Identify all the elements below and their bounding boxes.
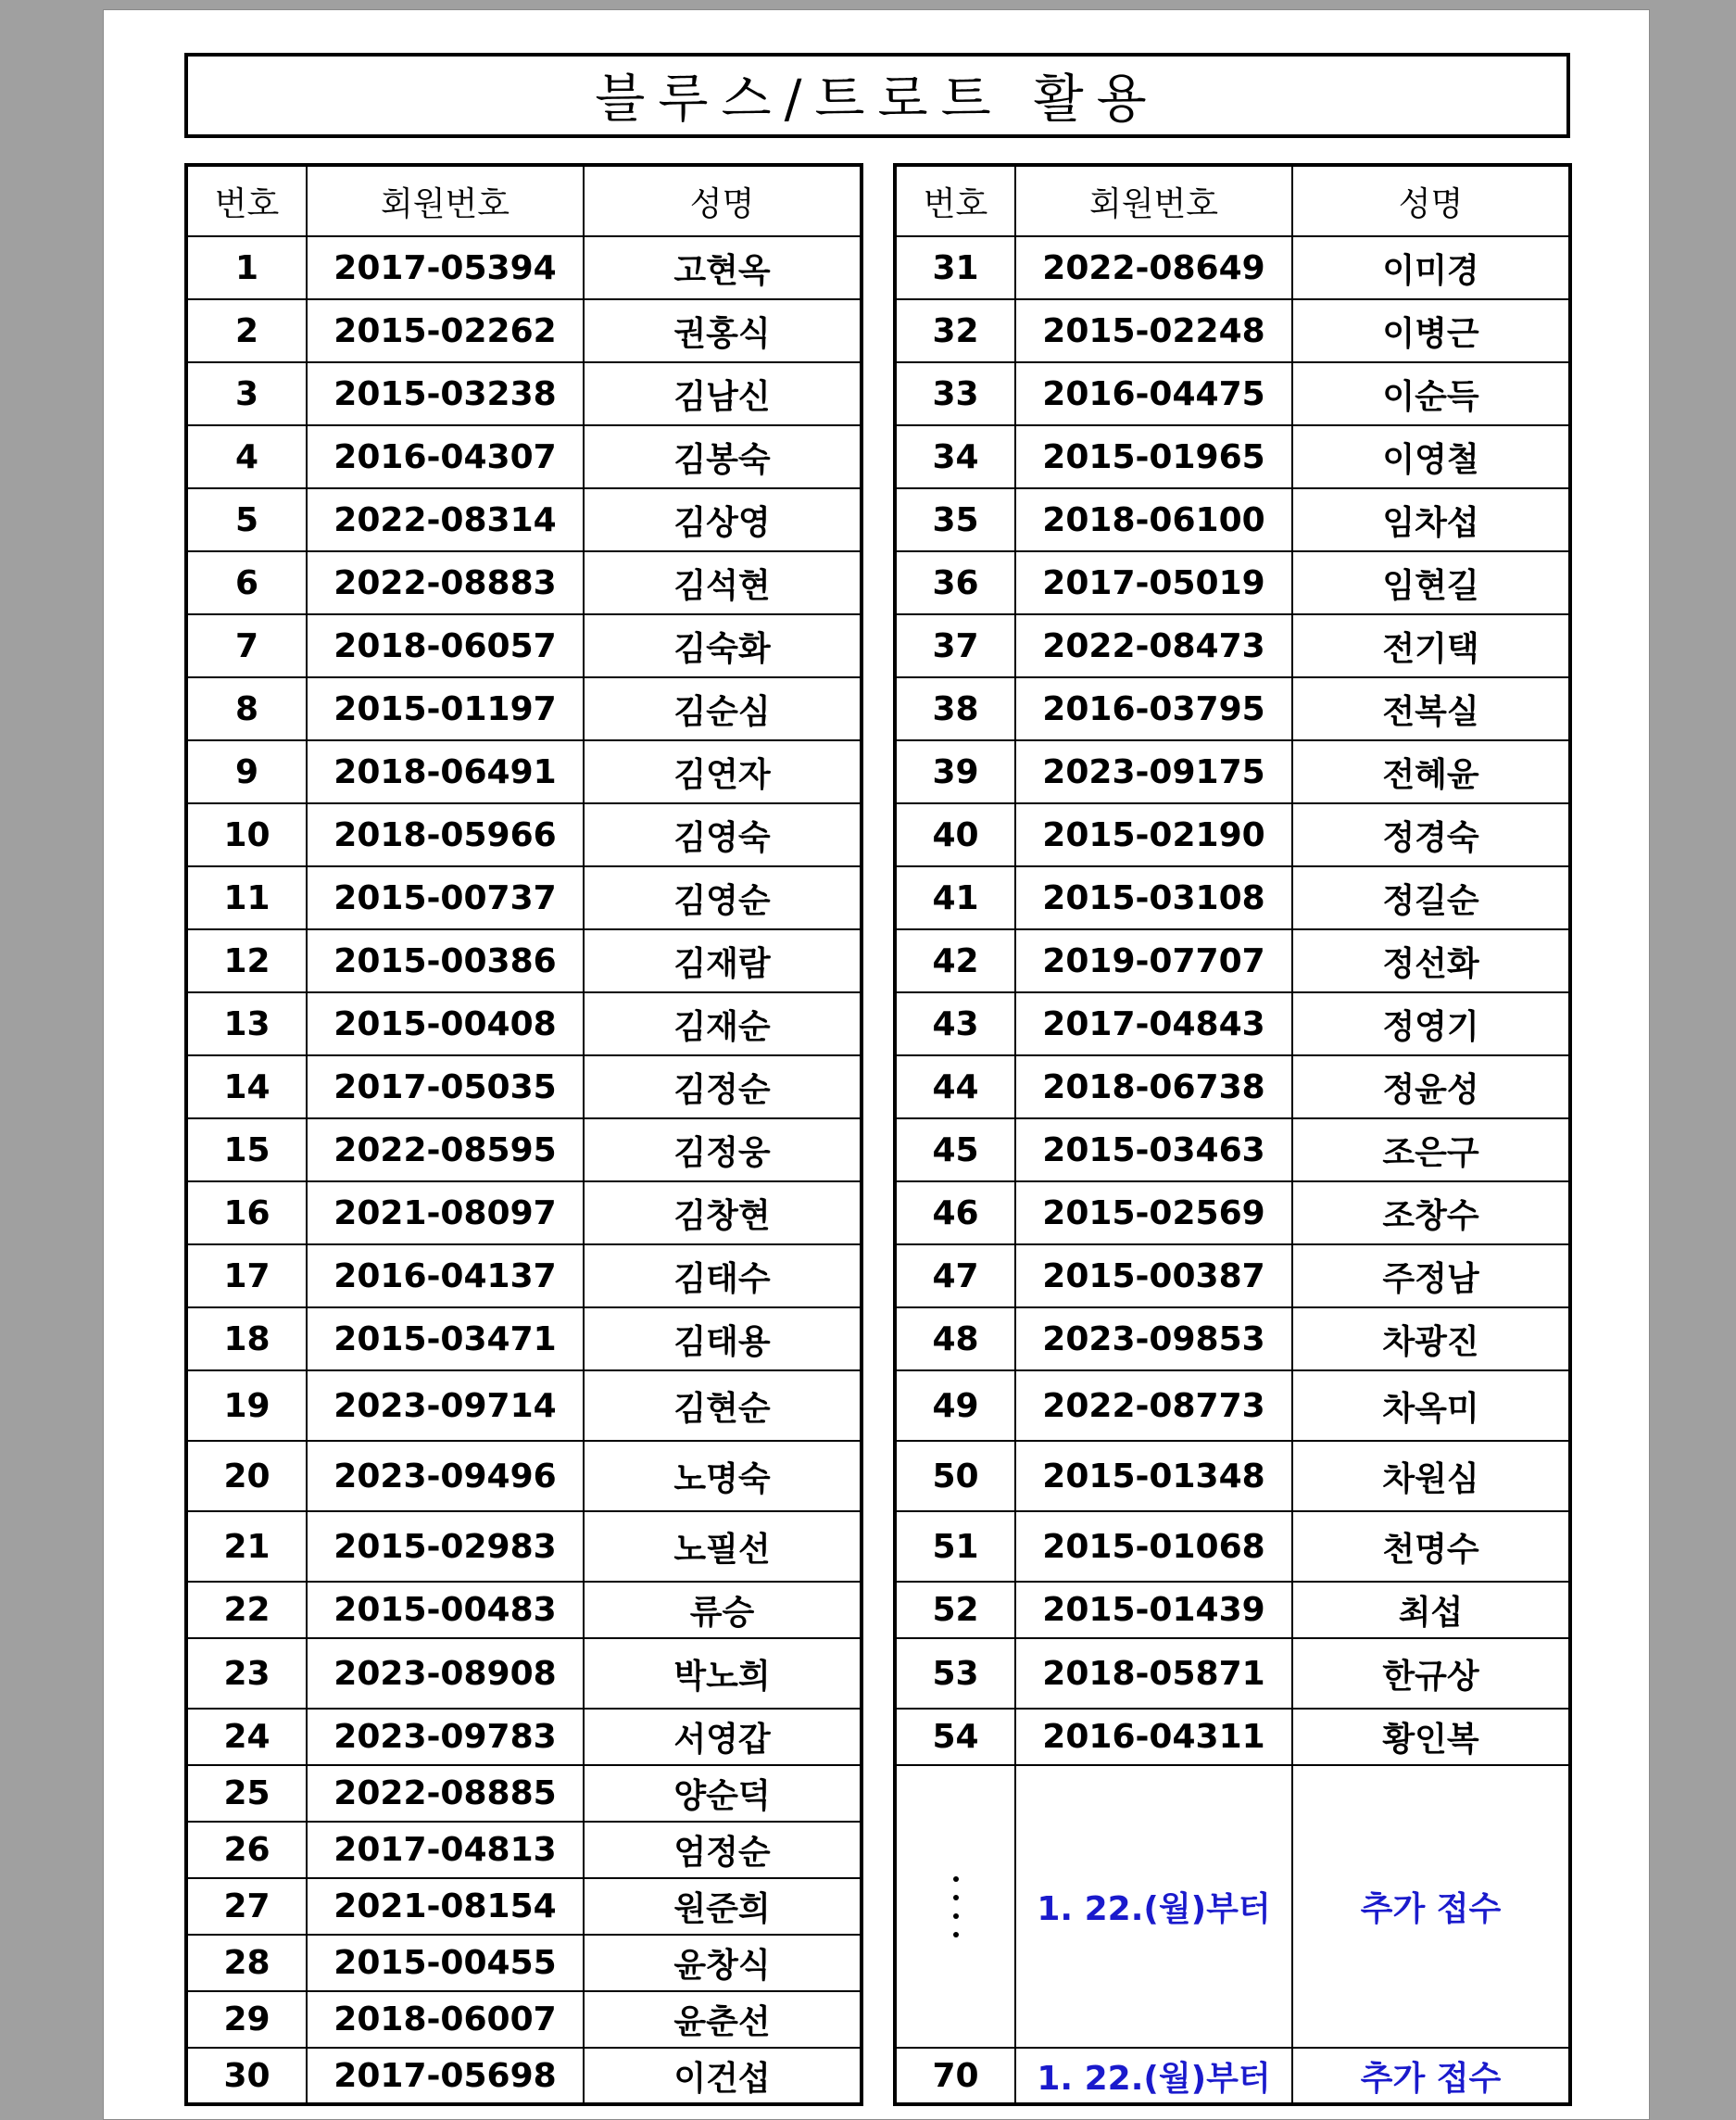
member-name: 김정순	[584, 1055, 862, 1118]
row-number: 49	[895, 1370, 1015, 1441]
member-name: 최섭	[1292, 1582, 1570, 1638]
member-id: 2023-09783	[307, 1709, 584, 1765]
table-row	[186, 425, 862, 488]
row-number: 26	[186, 1822, 307, 1878]
note-date: 1. 22.(월)부터	[1015, 2048, 1292, 2104]
row-number: 50	[895, 1441, 1015, 1511]
row-number: 3	[186, 362, 307, 425]
member-id: 2016-04307	[307, 425, 584, 488]
member-name: 전혜윤	[1292, 740, 1570, 803]
row-number: 21	[186, 1511, 307, 1582]
row-number: 2	[186, 299, 307, 362]
table-row	[186, 299, 862, 362]
table-row	[895, 1181, 1570, 1244]
member-name: 정윤성	[1292, 1055, 1570, 1118]
member-id: 2022-08883	[307, 551, 584, 614]
document-page	[103, 9, 1650, 2120]
row-number: 40	[895, 803, 1015, 866]
member-id: 2015-03471	[307, 1307, 584, 1370]
member-name: 김연자	[584, 740, 862, 803]
member-name: 김봉숙	[584, 425, 862, 488]
member-id: 2015-00386	[307, 929, 584, 992]
member-name: 고현옥	[584, 236, 862, 299]
member-id: 2022-08773	[1015, 1370, 1292, 1441]
table-row	[186, 362, 862, 425]
member-id: 2015-00408	[307, 992, 584, 1055]
member-id: 2015-02569	[1015, 1181, 1292, 1244]
member-id: 2018-06491	[307, 740, 584, 803]
note-text: 추가 접수	[1292, 2048, 1570, 2104]
member-id: 2018-06100	[1015, 488, 1292, 551]
table-row	[895, 299, 1570, 362]
row-number: 47	[895, 1244, 1015, 1307]
member-name: 양순덕	[584, 1765, 862, 1822]
table-row	[186, 1765, 862, 1822]
member-name: 김태용	[584, 1307, 862, 1370]
member-name: 원준희	[584, 1878, 862, 1935]
row-number: 43	[895, 992, 1015, 1055]
row-number: 10	[186, 803, 307, 866]
row-number: 38	[895, 677, 1015, 740]
member-id: 2023-09175	[1015, 740, 1292, 803]
member-name: 정경숙	[1292, 803, 1570, 866]
member-id: 2017-04843	[1015, 992, 1292, 1055]
member-name: 김태수	[584, 1244, 862, 1307]
member-id: 2015-02983	[307, 1511, 584, 1582]
table-row	[186, 866, 862, 929]
row-number: 27	[186, 1878, 307, 1935]
table-row	[186, 551, 862, 614]
member-name: 김숙화	[584, 614, 862, 677]
member-id: 2015-02190	[1015, 803, 1292, 866]
ellipsis-cell	[895, 1765, 1015, 2048]
table-row	[895, 2048, 1570, 2104]
member-name: 윤창식	[584, 1935, 862, 1991]
row-number: 51	[895, 1511, 1015, 1582]
row-number: 34	[895, 425, 1015, 488]
member-name: 이병근	[1292, 299, 1570, 362]
header-name: 성명	[1292, 165, 1570, 236]
note-row	[895, 1765, 1570, 2048]
member-id: 2017-04813	[307, 1822, 584, 1878]
member-name: 권홍식	[584, 299, 862, 362]
row-number: 39	[895, 740, 1015, 803]
member-id: 2021-08154	[307, 1878, 584, 1935]
member-id: 2017-05698	[307, 2048, 584, 2104]
row-number: 36	[895, 551, 1015, 614]
member-name: 천명수	[1292, 1511, 1570, 1582]
table-row	[895, 1244, 1570, 1307]
member-name: 김순심	[584, 677, 862, 740]
row-number: 25	[186, 1765, 307, 1822]
member-id: 2015-00483	[307, 1582, 584, 1638]
row-number: 53	[895, 1638, 1015, 1709]
row-number: 45	[895, 1118, 1015, 1181]
header-name: 성명	[584, 165, 862, 236]
member-name: 조은구	[1292, 1118, 1570, 1181]
member-id: 2023-09714	[307, 1370, 584, 1441]
row-number: 14	[186, 1055, 307, 1118]
row-number: 29	[186, 1991, 307, 2048]
member-id: 2022-08885	[307, 1765, 584, 1822]
member-name: 임차섭	[1292, 488, 1570, 551]
member-name: 김영순	[584, 866, 862, 929]
row-number: 54	[895, 1709, 1015, 1765]
header-member-id: 회원번호	[1015, 165, 1292, 236]
header-no: 번호	[186, 165, 307, 236]
table-row	[186, 1181, 862, 1244]
row-number: 1	[186, 236, 307, 299]
member-name: 황인복	[1292, 1709, 1570, 1765]
row-number: 22	[186, 1582, 307, 1638]
table-row	[895, 1307, 1570, 1370]
member-id: 2016-04137	[307, 1244, 584, 1307]
table-row	[186, 1935, 862, 1991]
row-number: 11	[186, 866, 307, 929]
member-name: 이영철	[1292, 425, 1570, 488]
member-id: 2017-05394	[307, 236, 584, 299]
table-row	[186, 1118, 862, 1181]
member-id: 2022-08595	[307, 1118, 584, 1181]
table-row	[895, 1118, 1570, 1181]
member-id: 2016-03795	[1015, 677, 1292, 740]
table-row	[186, 1441, 862, 1511]
member-id: 2022-08473	[1015, 614, 1292, 677]
member-id: 2016-04311	[1015, 1709, 1292, 1765]
table-row	[186, 929, 862, 992]
row-number: 33	[895, 362, 1015, 425]
member-id: 2015-01197	[307, 677, 584, 740]
member-name: 차원심	[1292, 1441, 1570, 1511]
table-row	[186, 1822, 862, 1878]
member-id: 2015-02248	[1015, 299, 1292, 362]
row-number: 16	[186, 1181, 307, 1244]
member-id: 2018-06007	[307, 1991, 584, 2048]
member-name: 정영기	[1292, 992, 1570, 1055]
row-number: 52	[895, 1582, 1015, 1638]
member-id: 2015-01965	[1015, 425, 1292, 488]
member-name: 김재람	[584, 929, 862, 992]
member-name: 김창현	[584, 1181, 862, 1244]
table-row	[186, 2048, 862, 2104]
row-number: 32	[895, 299, 1015, 362]
table-row	[895, 614, 1570, 677]
row-number: 17	[186, 1244, 307, 1307]
table-row	[895, 236, 1570, 299]
vertical-ellipsis-icon	[897, 1876, 1014, 1937]
row-number: 19	[186, 1370, 307, 1441]
member-id: 2017-05019	[1015, 551, 1292, 614]
table-row	[895, 488, 1570, 551]
table-row	[186, 803, 862, 866]
row-number: 12	[186, 929, 307, 992]
table-row	[895, 1441, 1570, 1511]
member-id: 2015-00455	[307, 1935, 584, 1991]
table-row	[895, 740, 1570, 803]
table-row	[895, 929, 1570, 992]
table-row	[186, 1370, 862, 1441]
row-number: 30	[186, 2048, 307, 2104]
member-name: 노필선	[584, 1511, 862, 1582]
row-number: 31	[895, 236, 1015, 299]
row-number: 13	[186, 992, 307, 1055]
row-number: 24	[186, 1709, 307, 1765]
member-id: 2015-01068	[1015, 1511, 1292, 1582]
table-row	[895, 1511, 1570, 1582]
row-number: 8	[186, 677, 307, 740]
member-name: 김정웅	[584, 1118, 862, 1181]
member-name: 차광진	[1292, 1307, 1570, 1370]
table-row	[895, 551, 1570, 614]
member-id: 2023-09853	[1015, 1307, 1292, 1370]
member-id: 2017-05035	[307, 1055, 584, 1118]
member-name: 김현순	[584, 1370, 862, 1441]
member-name: 한규상	[1292, 1638, 1570, 1709]
table-row	[186, 677, 862, 740]
table-row	[895, 1638, 1570, 1709]
member-id: 2015-02262	[307, 299, 584, 362]
member-id: 2018-06057	[307, 614, 584, 677]
row-number: 5	[186, 488, 307, 551]
member-name: 정길순	[1292, 866, 1570, 929]
table-row	[186, 1511, 862, 1582]
member-id: 2015-03108	[1015, 866, 1292, 929]
member-id: 2015-01348	[1015, 1441, 1292, 1511]
header-row	[895, 165, 1570, 236]
table-row	[895, 803, 1570, 866]
table-row	[895, 1709, 1570, 1765]
table-row	[186, 992, 862, 1055]
table-row	[186, 236, 862, 299]
table-row	[186, 1638, 862, 1709]
member-name: 엄정순	[584, 1822, 862, 1878]
member-name: 김석현	[584, 551, 862, 614]
member-name: 노명숙	[584, 1441, 862, 1511]
member-name: 윤춘선	[584, 1991, 862, 2048]
header-member-id: 회원번호	[307, 165, 584, 236]
row-number: 18	[186, 1307, 307, 1370]
table-row	[895, 362, 1570, 425]
member-name: 임현길	[1292, 551, 1570, 614]
member-name: 김영숙	[584, 803, 862, 866]
page-title: 블루스/트로트 활용	[184, 53, 1570, 138]
member-id: 2019-07707	[1015, 929, 1292, 992]
row-number: 48	[895, 1307, 1015, 1370]
table-row	[186, 614, 862, 677]
member-name: 이건섭	[584, 2048, 862, 2104]
member-name: 주정남	[1292, 1244, 1570, 1307]
roster-table-right	[893, 163, 1572, 2106]
table-row	[895, 866, 1570, 929]
row-number: 4	[186, 425, 307, 488]
row-number: 44	[895, 1055, 1015, 1118]
row-number: 37	[895, 614, 1015, 677]
member-name: 이미경	[1292, 236, 1570, 299]
member-name: 김남신	[584, 362, 862, 425]
table-row	[186, 1244, 862, 1307]
member-name: 이순득	[1292, 362, 1570, 425]
member-id: 2015-03238	[307, 362, 584, 425]
member-id: 2021-08097	[307, 1181, 584, 1244]
row-number: 15	[186, 1118, 307, 1181]
member-id: 2022-08649	[1015, 236, 1292, 299]
member-id: 2023-09496	[307, 1441, 584, 1511]
header-no: 번호	[895, 165, 1015, 236]
table-row	[895, 992, 1570, 1055]
table-row	[186, 740, 862, 803]
row-number: 23	[186, 1638, 307, 1709]
table-row	[895, 1370, 1570, 1441]
table-row	[186, 1991, 862, 2048]
member-name: 차옥미	[1292, 1370, 1570, 1441]
member-id: 2018-05871	[1015, 1638, 1292, 1709]
member-name: 박노희	[584, 1638, 862, 1709]
member-name: 김상영	[584, 488, 862, 551]
table-row	[186, 1582, 862, 1638]
table-row	[186, 1055, 862, 1118]
member-name: 정선화	[1292, 929, 1570, 992]
row-number: 35	[895, 488, 1015, 551]
row-number: 20	[186, 1441, 307, 1511]
member-id: 2016-04475	[1015, 362, 1292, 425]
roster-table-left	[184, 163, 863, 2106]
member-id: 2018-06738	[1015, 1055, 1292, 1118]
member-name: 김재순	[584, 992, 862, 1055]
member-id: 2023-08908	[307, 1638, 584, 1709]
member-id: 2015-00387	[1015, 1244, 1292, 1307]
table-row	[895, 1582, 1570, 1638]
member-name: 조창수	[1292, 1181, 1570, 1244]
table-row	[186, 488, 862, 551]
row-number: 70	[895, 2048, 1015, 2104]
table-row	[895, 425, 1570, 488]
row-number: 9	[186, 740, 307, 803]
row-number: 7	[186, 614, 307, 677]
row-number: 46	[895, 1181, 1015, 1244]
member-id: 2018-05966	[307, 803, 584, 866]
member-name: 전복실	[1292, 677, 1570, 740]
table-row	[895, 1055, 1570, 1118]
member-id: 2022-08314	[307, 488, 584, 551]
header-row	[186, 165, 862, 236]
row-number: 41	[895, 866, 1015, 929]
member-id: 2015-01439	[1015, 1582, 1292, 1638]
note-date: 1. 22.(월)부터	[1015, 1765, 1292, 2048]
row-number: 28	[186, 1935, 307, 1991]
table-row	[895, 677, 1570, 740]
note-text: 추가 접수	[1292, 1765, 1570, 2048]
table-row	[186, 1307, 862, 1370]
member-name: 류승	[584, 1582, 862, 1638]
row-number: 6	[186, 551, 307, 614]
member-name: 서영갑	[584, 1709, 862, 1765]
table-row	[186, 1878, 862, 1935]
member-id: 2015-03463	[1015, 1118, 1292, 1181]
table-row	[186, 1709, 862, 1765]
member-id: 2015-00737	[307, 866, 584, 929]
row-number: 42	[895, 929, 1015, 992]
member-name: 전기택	[1292, 614, 1570, 677]
